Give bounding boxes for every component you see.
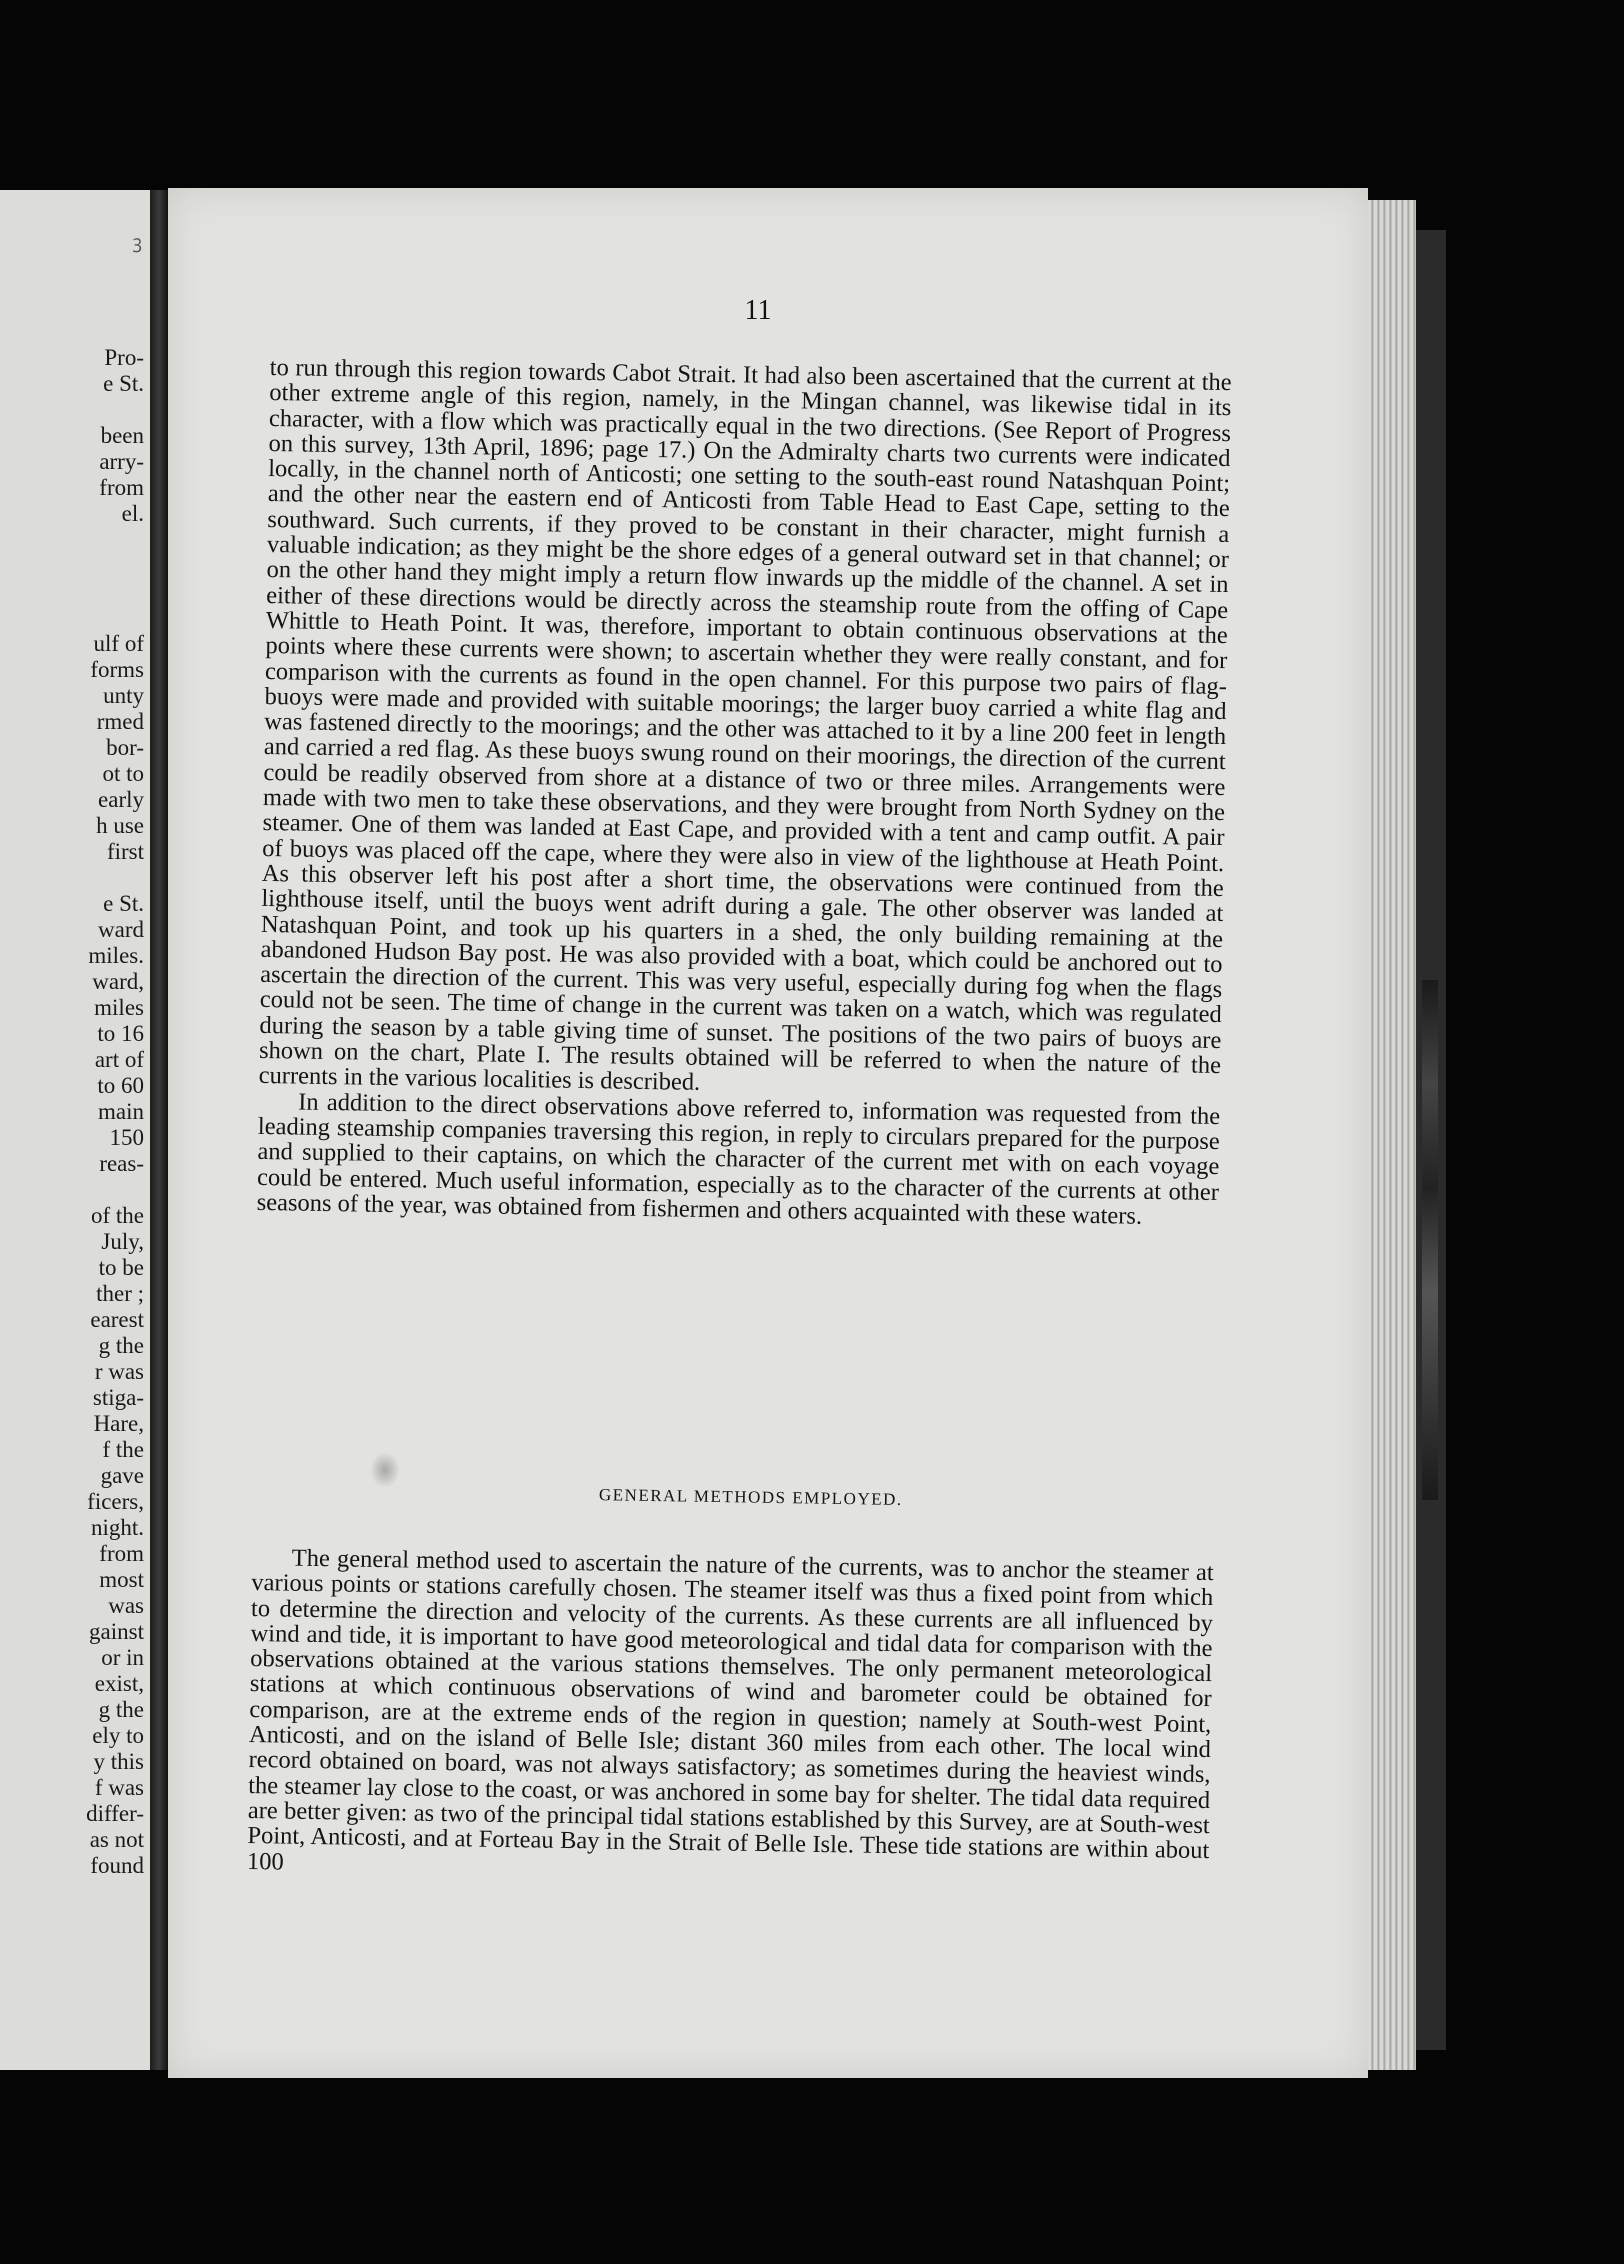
- left-page-fragment: as not: [89, 1827, 144, 1852]
- left-page-fragment: to 60: [97, 1073, 144, 1098]
- left-page-fragment: [0, 553, 144, 579]
- left-page-fragment: g the: [98, 1697, 144, 1722]
- left-page-fragment: [0, 1177, 144, 1203]
- left-page-fragment: h use: [96, 813, 144, 838]
- left-page-fragment: to 16: [97, 1021, 144, 1046]
- left-page-fragment: main: [98, 1099, 144, 1124]
- book-gutter: [150, 190, 168, 2070]
- left-page-fragment: early: [98, 787, 144, 812]
- left-page-fragment: f the: [102, 1437, 144, 1462]
- left-page-fragment: [0, 605, 144, 631]
- left-page-fragment: earest: [90, 1307, 144, 1332]
- left-page-fragment: of the: [90, 1203, 144, 1228]
- left-page-fragment: ulf of: [93, 631, 144, 656]
- section-heading: GENERAL METHODS EMPLOYED.: [598, 1485, 903, 1509]
- left-page-fragment: first: [106, 839, 144, 864]
- paragraph: The general method used to ascertain the nature of the currents, was to anchor the steamer at various points or stations carefully chosen. The steamer itself was thus a fixed point from which to determine the direction and velocity of the currents. As these currents are all influenced by wind and tide, it is important to have good meteorological and tidal data for comparison with the observations obtained at the various stations themselves. The only permanent meteorological stations at which continuous observations of wind and barometer could be obtained for comparison, are at the extreme ends of the region in question; namely at South-west Point, Anticosti, and on the island of Belle Isle; distant 360 miles from each other. The local wind record obtained on board, was not always satisfactory; as sometimes during the heaviest winds, the steamer lay close to the coast, or was anchored in some bay for shelter. The tidal data required are better given: as two of the principal tidal stations established by this Survey, are at South-west Point, Anticosti, and at Forteau Bay in the Strait of Belle Isle. These tide stations are within about 100: [246, 1544, 1214, 1876]
- left-page-fragment: [0, 865, 144, 891]
- left-facing-page: [0, 190, 150, 2070]
- left-page-fragment: gainst: [89, 1619, 144, 1644]
- left-page-fragment: [0, 527, 144, 553]
- left-page-fragment: unty: [103, 683, 144, 708]
- body-text-lower: [247, 1545, 1214, 1889]
- body-text-upper: [256, 355, 1231, 1230]
- left-page-fragment: miles.: [88, 943, 144, 968]
- left-page-fragment: to be: [98, 1255, 144, 1280]
- left-page-fragment: [0, 397, 144, 423]
- left-page-fragment: differ-: [86, 1801, 144, 1826]
- paragraph: In addition to the direct observations above referred to, information was requested from the leading steamship companies traversing this region, in reply to circulars prepared for the purpose and supplied to their captains, on which the character of the current met with on each voyage could be entered. Much useful information, especially as to the character of the currents at other seasons of the year, was obtained from fishermen and others acquainted with these waters.: [256, 1088, 1221, 1230]
- left-page-fragment: reas-: [99, 1151, 144, 1176]
- left-page-fragment: el.: [121, 501, 144, 526]
- left-page-fragment: Hare,: [93, 1411, 144, 1436]
- left-page-fragment: ot to: [102, 761, 144, 786]
- left-page-fragment: stiga-: [92, 1385, 144, 1410]
- left-page-fragment: was: [108, 1593, 144, 1618]
- left-page-fragment: been: [100, 423, 144, 448]
- left-page-fragment: night.: [90, 1515, 144, 1540]
- left-page-text-fragments: [0, 345, 144, 1879]
- left-page-fragment: ficers,: [87, 1489, 144, 1514]
- left-page-fragment: 150: [109, 1125, 144, 1150]
- left-page-fragment: r was: [94, 1359, 144, 1384]
- left-page-fragment: [0, 579, 144, 605]
- left-page-fragment: ther ;: [96, 1281, 144, 1306]
- left-page-fragment: gave: [100, 1463, 144, 1488]
- left-page-fragment: e St.: [103, 891, 144, 916]
- page-stack-edges: [1368, 200, 1416, 2070]
- left-page-fragment: miles: [94, 995, 144, 1020]
- left-page-fragment: found: [90, 1853, 144, 1878]
- left-page-fragment: bor-: [106, 735, 144, 760]
- left-page-fragment: from: [99, 475, 144, 500]
- left-page-fragment: or in: [101, 1645, 144, 1670]
- left-page-fragment: forms: [90, 657, 144, 682]
- left-page-fragment: arry-: [99, 449, 144, 474]
- left-page-fragment: Pro-: [104, 345, 144, 370]
- left-page-fragment: most: [99, 1567, 144, 1592]
- left-page-fragment: rmed: [96, 709, 144, 734]
- book-spine: [1422, 980, 1438, 1500]
- left-page-fragment: g the: [98, 1333, 144, 1358]
- left-page-mark: ꝫ: [132, 232, 142, 252]
- left-page-fragment: July,: [101, 1229, 144, 1254]
- left-page-fragment: exist,: [94, 1671, 144, 1696]
- left-page-fragment: ward,: [92, 969, 144, 994]
- left-page-fragment: y this: [93, 1749, 144, 1774]
- paragraph: to run through this region towards Cabot Strait. It had also been ascertained that the current at the other extreme angle of this region, namely, in the Mingan channel, was likewise tidal in its character, with a flow which was practically equal in the two directions. (See Report of Progress on this survey, 13th April, 1896; page 17.) On the Admiralty charts two currents were indicated locally, in the channel north of Anticosti; one setting to the south-east round Natashquan Point; and the other near the eastern end of Anticosti from Table Head to East Cape, setting to the southward. Such currents, if they proved to be constant in their character, might furnish a valuable indication; as they might be the shore edges of a general outward set in that channel; or on the other hand they might imply a return flow inwards up the middle of the channel. A set in either of these directions would be directly across the steamship route from the offing of Cape Whittle to Heath Point. It was, therefore, important to obtain continuous observations at the points where these currents were shown; to ascertain whether they were really constant, and for comparison with the currents as found in the open channel. For this purpose two pairs of flag-buoys were made and provided with suitable moorings; the larger buoy carried a white flag and was fastened directly to the moorings; and the other was attached to it by a line 200 feet in length and carried a red flag. As these buoys swung round on their moorings, the direction of the current could be readily observed from shore at a distance of two or three miles. Arrangements were made with two men to take these observations, and they were brought from North Sydney on the steamer. One of them was landed at East Cape, and provided with a tent and camp outfit. A pair of buoys was placed off the cape, where they were also in view of the lighthouse at Heath Point. As this observer left his post after a short time, the observations were continued from the lighthouse itself, until the buoys went adrift during a gale. The other observer was landed at Natashquan Point, and took up his quarters in a shed, the only building remaining at the abandoned Hudson Bay post. He was also provided with a boat, which could be anchored out to ascertain the direction of the current. This was very useful, especially during fog when the flags could not be seen. The time of change in the current was taken on a watch, which was regulated during the season by a table giving time of sunset. The positions of the two pairs of buoys are shown on the chart, Plate I. The results obtained will be referred to when the nature of the currents in the various localities is described.: [258, 354, 1232, 1097]
- left-page-fragment: e St.: [103, 371, 144, 396]
- left-page-fragment: ward: [98, 917, 144, 942]
- left-page-fragment: ely to: [92, 1723, 144, 1748]
- left-page-fragment: from: [99, 1541, 144, 1566]
- left-page-fragment: f was: [94, 1775, 144, 1800]
- page-number: 11: [744, 295, 772, 326]
- left-page-fragment: art of: [94, 1047, 144, 1072]
